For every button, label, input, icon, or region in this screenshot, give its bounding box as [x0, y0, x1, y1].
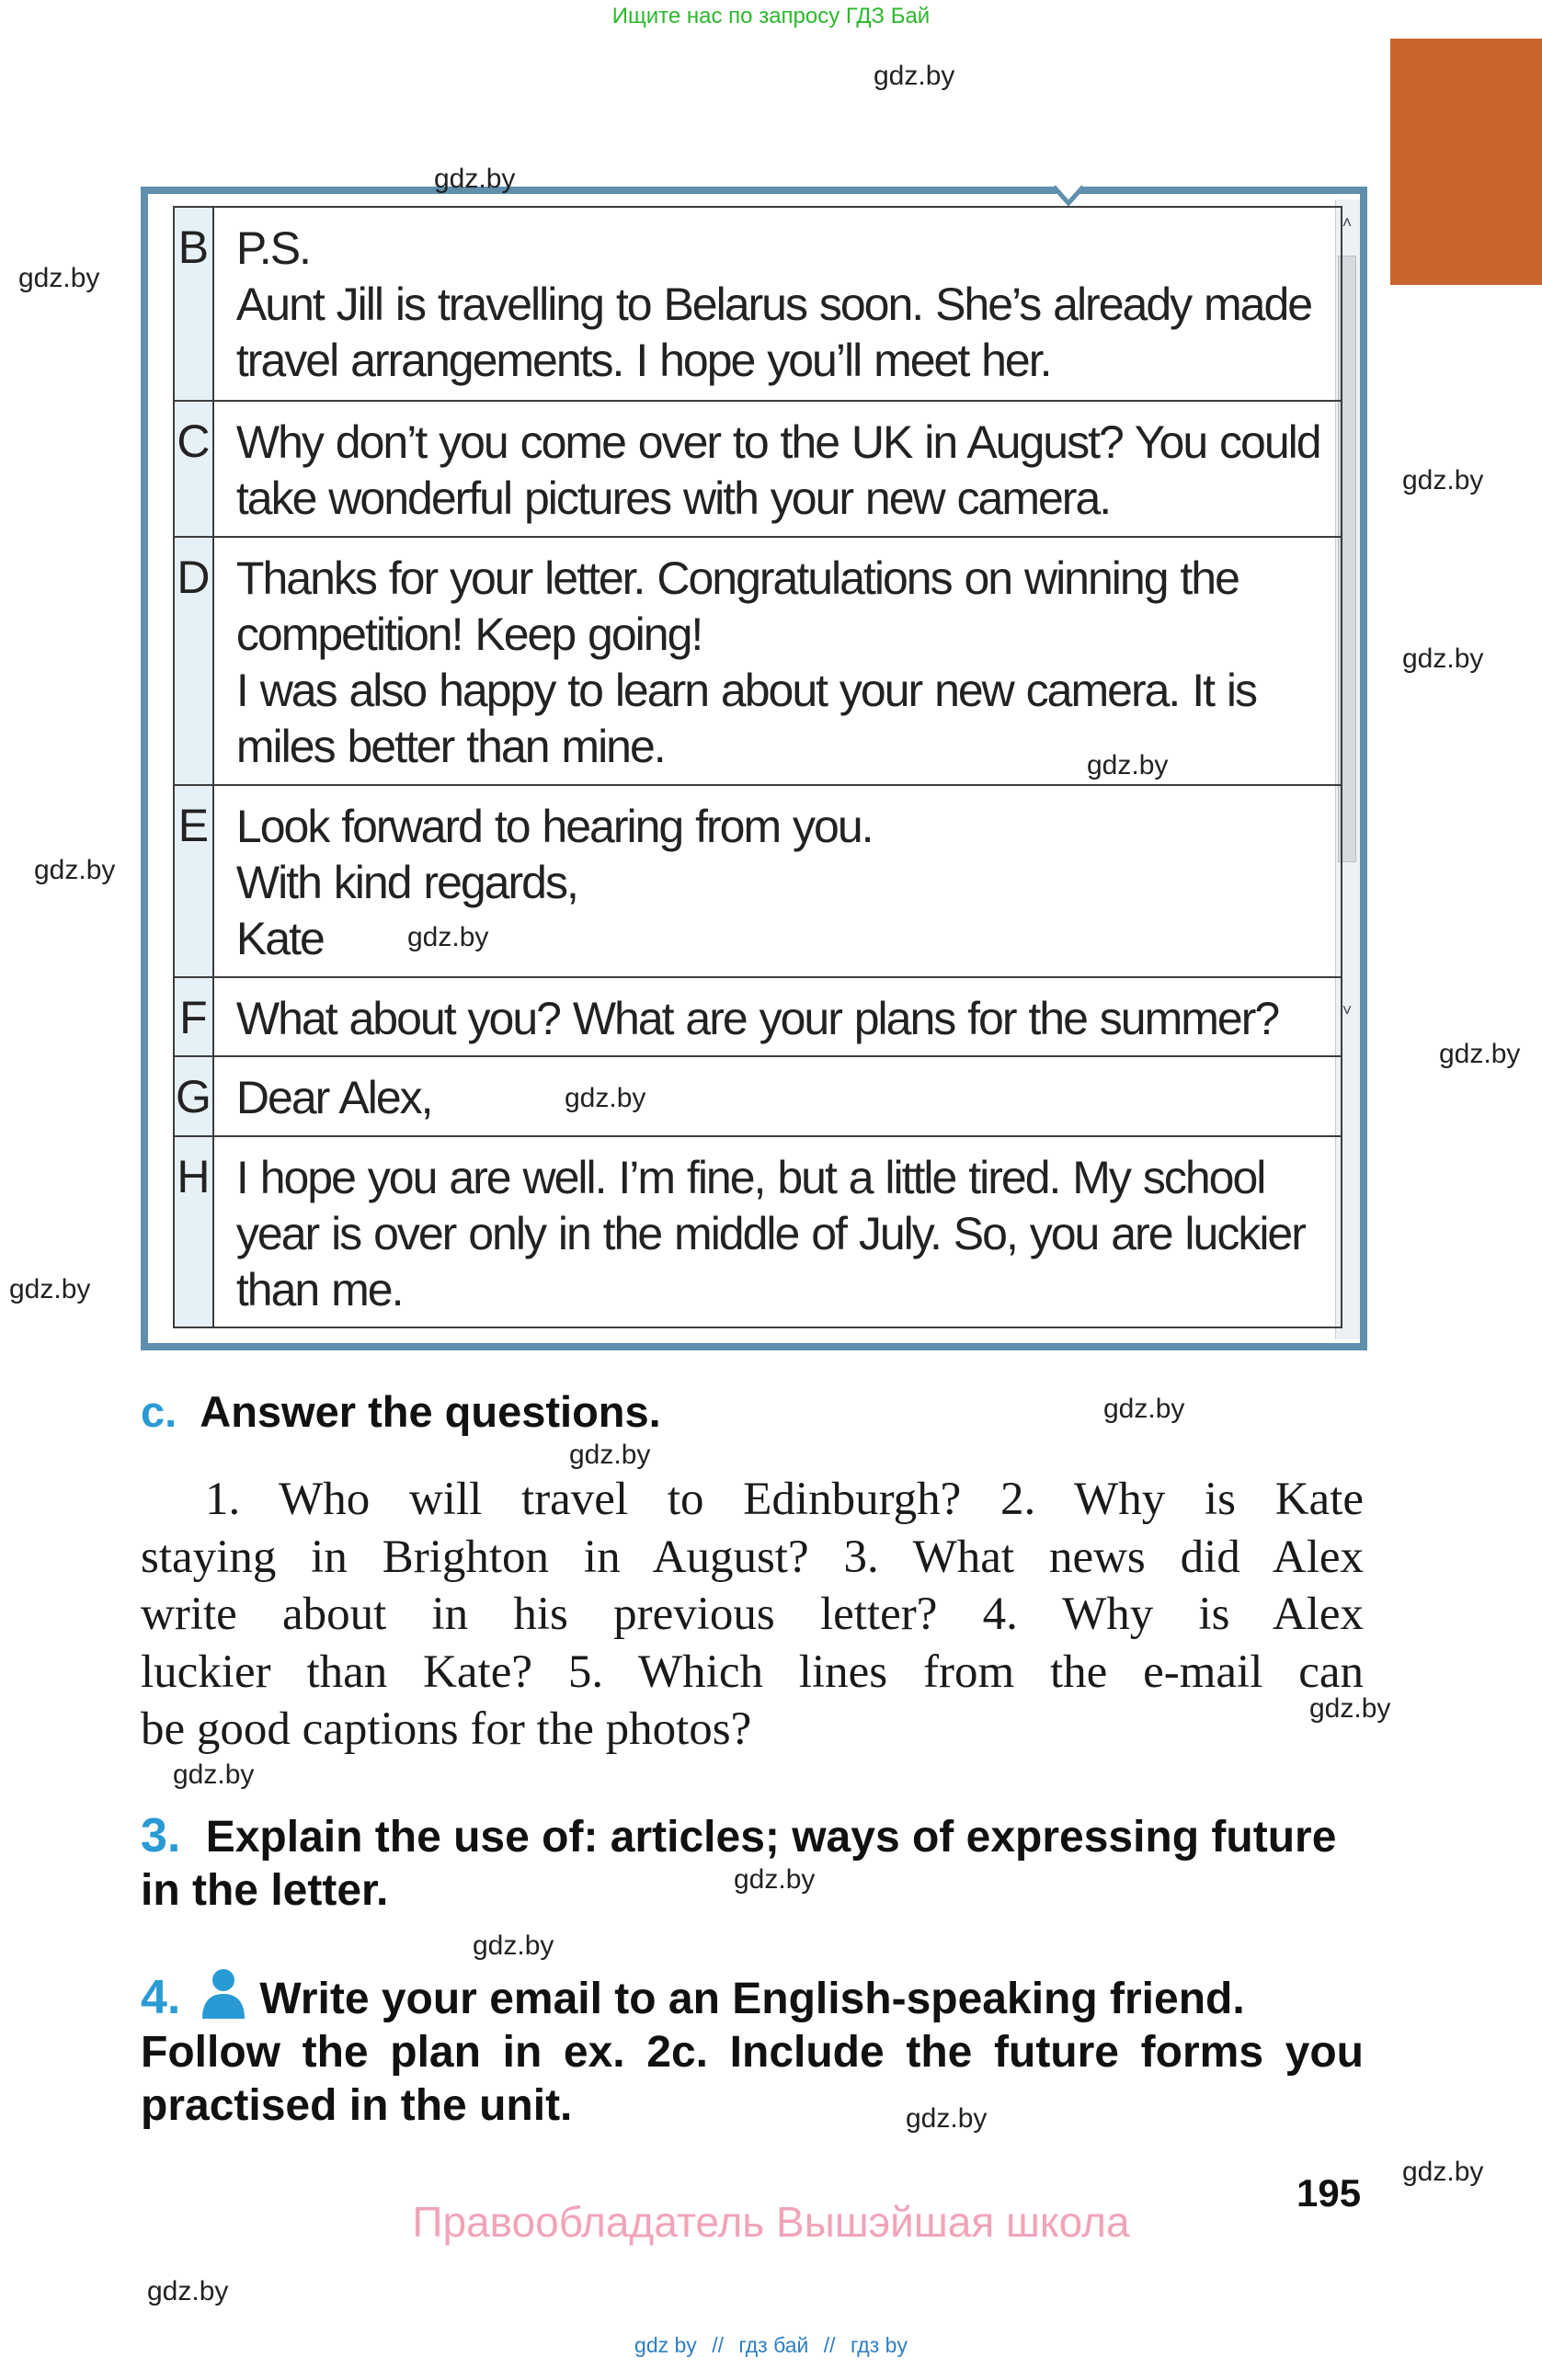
exercise-4-line: Write your email to an English-speaking friend. — [259, 1975, 1245, 2023]
chevron-up-icon[interactable]: ˄ — [1342, 213, 1353, 232]
table-row — [174, 401, 1342, 537]
table-row — [174, 977, 1342, 1056]
watermark-text: gdz.by — [147, 2276, 229, 2306]
row-text — [213, 785, 1342, 977]
text-line: year is over only in the middle of July. So, you are luckier — [235, 1208, 1305, 1259]
row-text — [213, 1136, 1342, 1327]
watermark-text: gdz.by — [407, 922, 489, 952]
exercise-4-number: 4. — [141, 1971, 181, 2024]
row-key: C — [174, 401, 213, 537]
text-line: competition! Keep going! — [235, 609, 702, 660]
question-line: be good captions for the photos? — [141, 1703, 752, 1755]
watermark-text: gdz.by — [1103, 1394, 1185, 1424]
watermark-text: gdz.by — [473, 1930, 554, 1961]
watermark-text: gdz.by — [34, 855, 116, 885]
section-c-label: c. — [141, 1387, 177, 1436]
copyright-notice: Правообладатель Вышэйшая школа — [412, 2198, 1130, 2246]
watermark-text: gdz.by — [1439, 1039, 1521, 1069]
text-line: take wonderful pictures with your new camera. — [235, 473, 1111, 524]
question-line: write about in his previous letter? 4. Why is Alex — [141, 1589, 1364, 1640]
top-banner: Ищите нас по запросу ГДЗ Бай — [611, 4, 931, 28]
person-icon — [200, 1967, 246, 2019]
text-line: P.S. — [235, 222, 310, 274]
footer-separator: // — [823, 2333, 836, 2357]
text-line: Dear Alex, — [235, 1072, 432, 1123]
row-text — [213, 977, 1342, 1056]
table-row — [174, 207, 1342, 401]
watermark-text: gdz.by — [565, 1083, 646, 1113]
question-line: luckier than Kate? 5. Which lines from the e-mail can — [141, 1646, 1364, 1698]
exercise-4-line: practised in the unit. — [141, 2081, 573, 2130]
row-key: B — [174, 207, 213, 401]
exercise-3-number: 3. — [141, 1809, 181, 1862]
row-key: G — [174, 1056, 213, 1136]
table-row — [174, 537, 1342, 785]
watermark-text: gdz.by — [874, 61, 955, 91]
watermark-text: gdz.by — [1402, 465, 1484, 495]
row-key: D — [174, 537, 213, 785]
row-text — [213, 207, 1342, 401]
exercise-4 — [141, 1967, 1364, 2133]
watermark-text: gdz.by — [173, 1759, 255, 1790]
questions-paragraph — [141, 1471, 1364, 1759]
text-line: Kate — [235, 913, 324, 964]
watermark-text: gdz.by — [1087, 750, 1169, 780]
table-row — [174, 1136, 1342, 1327]
table-row — [174, 1056, 1342, 1136]
watermark-text: gdz.by — [1402, 643, 1484, 674]
text-line: travel arrangements. I hope you’ll meet her. — [235, 335, 1051, 386]
footer-link[interactable]: гдз by — [850, 2333, 908, 2357]
section-c-heading — [141, 1386, 661, 1437]
page-number: 195 — [1296, 2171, 1362, 2215]
text-line: Thanks for your letter. Congratulations on winning the — [235, 552, 1239, 604]
watermark-text: gdz.by — [569, 1440, 651, 1470]
text-line: Look forward to hearing from you. — [235, 801, 873, 852]
watermark-text: gdz.by — [1402, 2157, 1484, 2187]
exercise-3-line: Explain the use of: articles; ways of expressing future — [205, 1813, 1337, 1862]
row-text — [213, 1056, 1342, 1136]
footer-separator: // — [712, 2333, 724, 2357]
text-line: miles better than mine. — [235, 721, 665, 772]
footer-link[interactable]: gdz by — [634, 2333, 697, 2357]
orange-corner-tab — [1390, 39, 1542, 285]
text-line: I was also happy to learn about your new camera. It is — [235, 665, 1256, 716]
text-line: Why don’t you come over to the UK in August? You could — [235, 416, 1320, 468]
table-row — [174, 785, 1342, 977]
exercise-3-line: in the letter. — [141, 1866, 389, 1915]
chevron-down-icon[interactable]: ˅ — [1342, 1001, 1353, 1019]
question-line: 1. Who will travel to Edinburgh? 2. Why is Kate — [205, 1474, 1364, 1525]
exercise-3 — [141, 1809, 1364, 1918]
exercise-4-line: Follow the plan in ex. 2c. Include the future forms you — [141, 2028, 1364, 2077]
text-line: What about you? What are your plans for the summer? — [235, 993, 1279, 1044]
text-line: Aunt Jill is travelling to Belarus soon. She’s already made — [235, 279, 1312, 330]
row-key: F — [174, 977, 213, 1056]
footer-link[interactable]: гдз бай — [738, 2333, 809, 2357]
watermark-text: gdz.by — [1309, 1693, 1391, 1724]
text-line: I hope you are well. I’m fine, but a little tired. My school — [235, 1152, 1265, 1203]
row-key: E — [174, 785, 213, 977]
watermark-text: gdz.by — [18, 263, 100, 293]
section-c-title: Answer the questions. — [200, 1387, 661, 1436]
watermark-text: gdz.by — [734, 1864, 816, 1895]
watermark-text: gdz.by — [906, 2103, 988, 2134]
text-line: than me. — [235, 1264, 403, 1315]
footer-links — [0, 2333, 1542, 2358]
row-text — [213, 401, 1342, 537]
question-line: staying in Brighton in August? 3. What news did Alex — [141, 1531, 1364, 1583]
text-line: With kind regards, — [235, 857, 577, 908]
row-key: H — [174, 1136, 213, 1327]
row-text — [213, 537, 1342, 785]
watermark-text: gdz.by — [434, 164, 516, 194]
watermark-text: gdz.by — [9, 1274, 91, 1304]
